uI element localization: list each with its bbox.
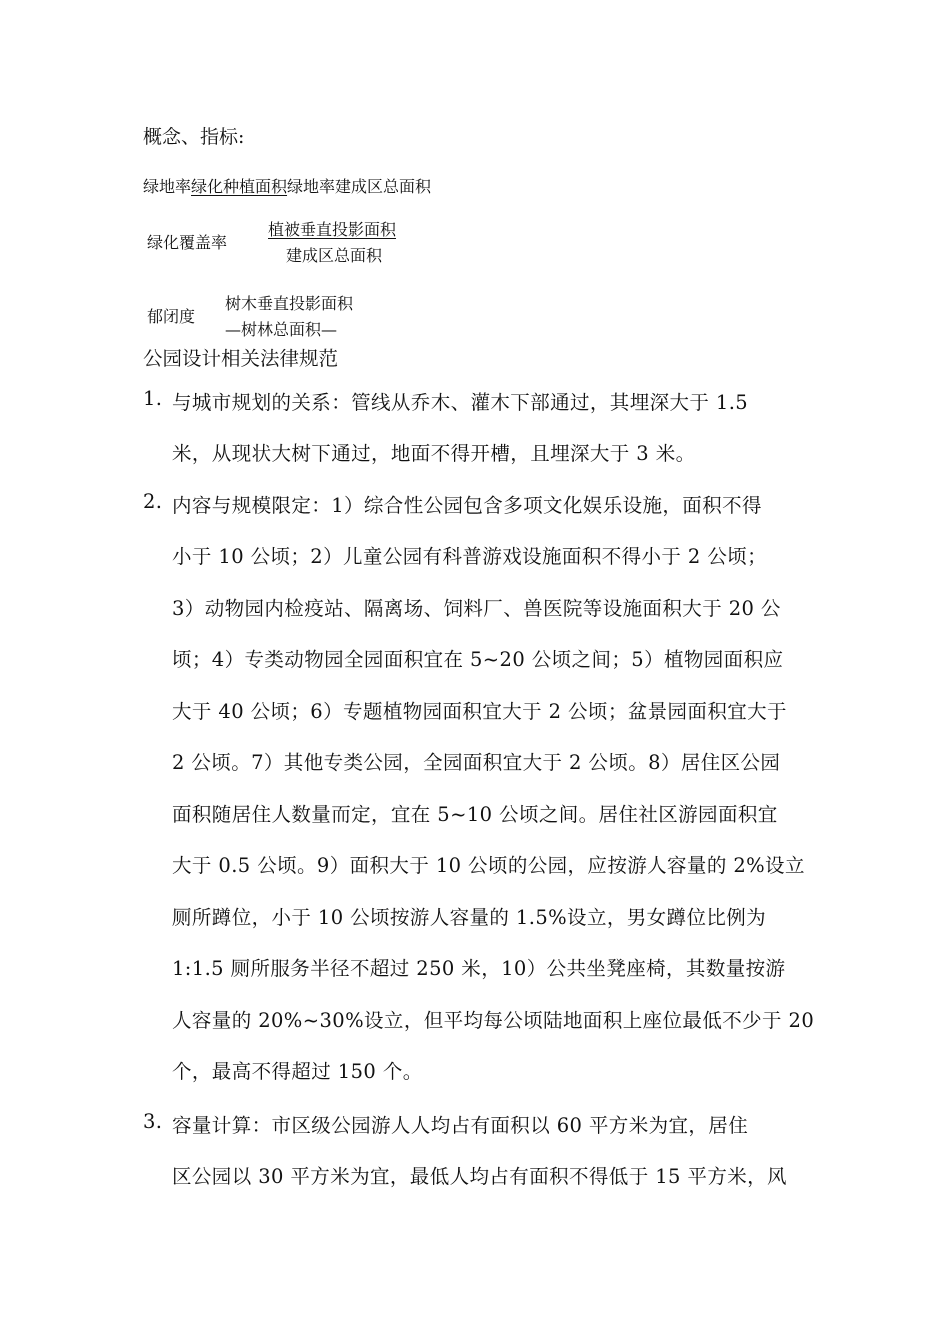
page-heading: 概念、指标: — [143, 126, 245, 148]
item-line: 人容量的 20%~30%设立，但平均每公顷陆地面积上座位最低不少于 20 — [172, 1009, 815, 1032]
item-line: 小于 10 公顷；2）儿童公园有科普游戏设施面积不得小于 2 公顷； — [172, 545, 768, 568]
item-line: 容量计算：市区级公园游人人均占有面积以 60 平方米为宜，居住 — [172, 1114, 749, 1137]
formula-numerator: 绿化种植面积 — [191, 177, 288, 196]
item-line: 2 公顷。7）其他专类公园，全园面积宜大于 2 公顷。8）居住区公园 — [172, 751, 781, 774]
item-line: 面积随居住人数量而定，宜在 5~10 公顷之间。居住社区游园面积宜 — [172, 803, 778, 826]
item-number: 3. — [143, 1110, 163, 1133]
canopy-numerator: 树木垂直投影面积 — [225, 294, 354, 313]
formula-green-ratio — [143, 174, 431, 197]
coverage-numerator: 植被垂直投影面积 — [268, 220, 397, 239]
item-line: 顷；4）专类动物园全园面积宜在 5~20 公顷之间；5）植物园面积应 — [172, 648, 784, 671]
item-line: 大于 0.5 公顷。9）面积大于 10 公顷的公园，应按游人容量的 2%设立 — [172, 854, 805, 877]
item-number: 2. — [143, 490, 163, 513]
item-line: 1:1.5 厕所服务半径不超过 250 米，10）公共坐凳座椅，其数量按游 — [172, 957, 786, 980]
item-line: 厕所蹲位，小于 10 公顷按游人容量的 1.5%设立，男女蹲位比例为 — [172, 906, 767, 929]
item-line: 米，从现状大树下通过，地面不得开槽，且埋深大于 3 米。 — [172, 442, 696, 465]
item-number: 1. — [143, 387, 163, 410]
item-line: 3）动物园内检疫站、隔离场、饲料厂、兽医院等设施面积大于 20 公 — [172, 597, 781, 620]
item-line: 大于 40 公顷；6）专题植物园面积宜大于 2 公顷；盆景园面积宜大于 — [172, 700, 787, 723]
formula-label: 绿地率 — [143, 177, 192, 196]
canopy-denominator: —树林总面积— — [225, 320, 338, 339]
formula-tail: 绿地率建成区总面积 — [287, 177, 432, 196]
item-line: 与城市规划的关系：管线从乔木、灌木下部通过，其埋深大于 1.5 — [172, 391, 749, 414]
item-line: 内容与规模限定：1）综合性公园包含多项文化娱乐设施，面积不得 — [172, 494, 762, 517]
coverage-label: 绿化覆盖率 — [147, 233, 228, 252]
canopy-label: 郁闭度 — [147, 307, 196, 326]
section-title: 公园设计相关法律规范 — [143, 347, 339, 370]
item-line: 个，最高不得超过 150 个。 — [172, 1060, 423, 1083]
item-line: 区公园以 30 平方米为宜，最低人均占有面积不得低于 15 平方米，风 — [172, 1165, 787, 1188]
coverage-denominator: 建成区总面积 — [286, 246, 383, 265]
